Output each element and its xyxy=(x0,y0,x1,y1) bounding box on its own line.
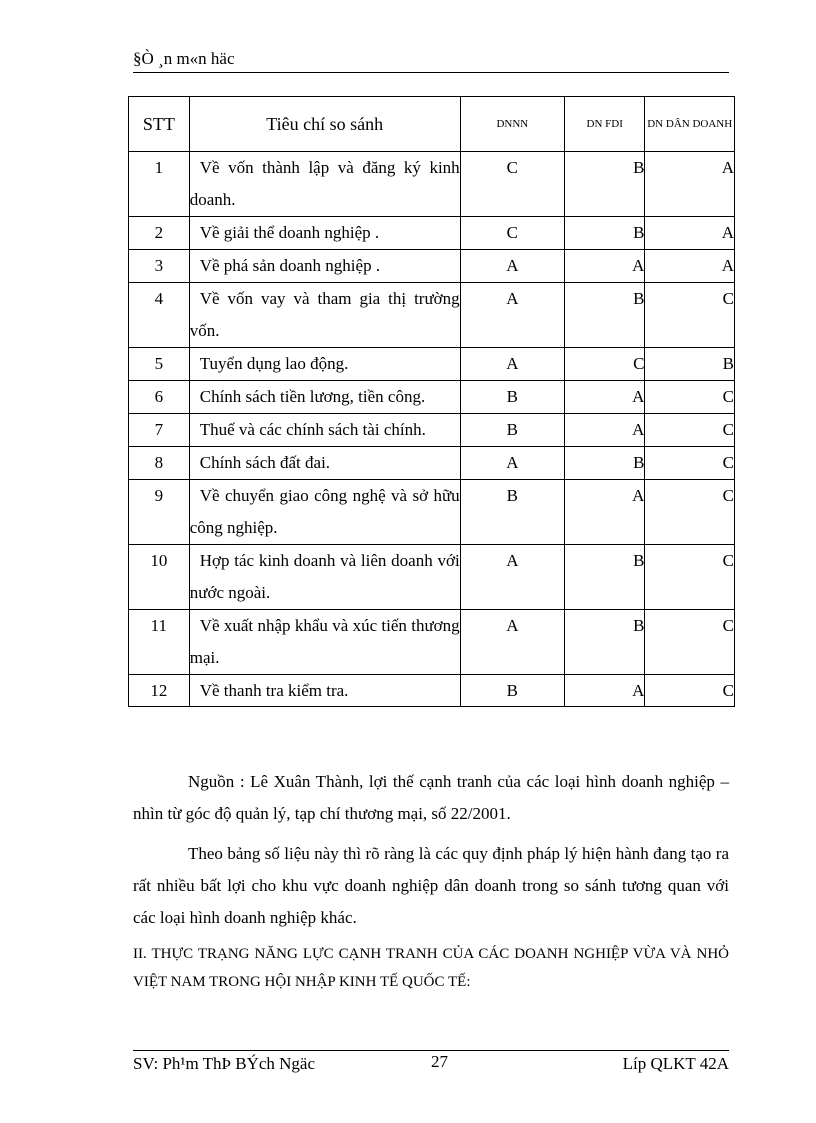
row-grade-dan-doanh: A xyxy=(645,217,735,250)
row-criterion xyxy=(189,414,460,447)
row-criterion xyxy=(189,610,460,675)
table-row xyxy=(129,480,735,545)
page-header xyxy=(133,48,729,73)
row-number: 1 xyxy=(129,152,190,217)
row-grade-dnnn: A xyxy=(460,610,564,675)
row-grade-dan-doanh: A xyxy=(645,250,735,283)
row-criterion xyxy=(189,152,460,217)
row-grade-dan-doanh: C xyxy=(645,414,735,447)
table-body xyxy=(129,152,735,707)
column-header-dnnn: DNNN xyxy=(460,97,564,152)
criterion-text: Về vốn vay và tham gia thị trường vốn. xyxy=(189,289,460,340)
criterion-text: Về xuất nhập khẩu và xúc tiến thương mại. xyxy=(189,616,460,667)
page-number: 27 xyxy=(431,1052,448,1071)
criterion-text: Tuyển dụng lao động. xyxy=(199,354,349,373)
row-grade-fdi: C xyxy=(565,348,645,381)
criterion-text: Về vốn thành lập và đăng ký kinh doanh. xyxy=(189,158,460,209)
comparison-table xyxy=(128,96,735,707)
criterion-text: Hợp tác kinh doanh và liên doanh với nước ngoài. xyxy=(189,551,460,602)
row-grade-dan-doanh: C xyxy=(645,480,735,545)
row-grade-dan-doanh: A xyxy=(645,152,735,217)
row-grade-fdi: B xyxy=(565,610,645,675)
column-header-fdi: DN FDI xyxy=(565,97,645,152)
row-grade-dnnn: B xyxy=(460,381,564,414)
row-grade-fdi: B xyxy=(565,217,645,250)
footer-class: Líp QLKT 42A xyxy=(622,1054,729,1073)
row-number: 6 xyxy=(129,381,190,414)
criterion-text: Về thanh tra kiểm tra. xyxy=(199,681,349,700)
criterion-text: Chính sách đất đai. xyxy=(199,453,331,472)
row-grade-dnnn: C xyxy=(460,217,564,250)
source-citation: Nguồn : Lê Xuân Thành, lợi thế cạnh tranh của các loại hình doanh nghiệp –nhìn từ góc độ quản lý, tạp chí thương mại, số 22/2001. xyxy=(133,772,729,823)
row-grade-dan-doanh: C xyxy=(645,610,735,675)
table-row xyxy=(129,545,735,610)
table-row xyxy=(129,675,735,707)
row-grade-fdi: A xyxy=(565,381,645,414)
column-header-dan-doanh: DN DÂN DOANH xyxy=(645,97,735,152)
row-grade-fdi: A xyxy=(565,414,645,447)
row-grade-dan-doanh: C xyxy=(645,283,735,348)
criterion-text: Thuế và các chính sách tài chính. xyxy=(199,420,426,439)
table-row xyxy=(129,447,735,480)
row-grade-dnnn: A xyxy=(460,283,564,348)
row-number: 8 xyxy=(129,447,190,480)
row-grade-fdi: B xyxy=(565,545,645,610)
row-number: 11 xyxy=(129,610,190,675)
criterion-text: Chính sách tiền lương, tiền công. xyxy=(199,387,426,406)
table-row xyxy=(129,217,735,250)
row-number: 2 xyxy=(129,217,190,250)
row-criterion xyxy=(189,250,460,283)
table-row xyxy=(129,381,735,414)
row-number: 9 xyxy=(129,480,190,545)
row-grade-dnnn: A xyxy=(460,250,564,283)
row-grade-fdi: B xyxy=(565,283,645,348)
row-number: 10 xyxy=(129,545,190,610)
row-criterion xyxy=(189,480,460,545)
criterion-text: Về phá sản doanh nghiệp . xyxy=(199,256,381,275)
row-criterion xyxy=(189,545,460,610)
row-criterion xyxy=(189,283,460,348)
row-number: 3 xyxy=(129,250,190,283)
table-row xyxy=(129,283,735,348)
row-grade-fdi: B xyxy=(565,152,645,217)
table-row xyxy=(129,414,735,447)
row-grade-dan-doanh: B xyxy=(645,348,735,381)
row-grade-dan-doanh: C xyxy=(645,675,735,707)
row-grade-dnnn: B xyxy=(460,675,564,707)
row-number: 4 xyxy=(129,283,190,348)
row-grade-dnnn: A xyxy=(460,545,564,610)
row-number: 7 xyxy=(129,414,190,447)
footer-student: SV: Ph¹m ThÞ BÝch Ngäc xyxy=(133,1054,316,1073)
row-grade-dan-doanh: C xyxy=(645,545,735,610)
row-grade-fdi: A xyxy=(565,250,645,283)
row-grade-dan-doanh: C xyxy=(645,447,735,480)
criterion-text: Về chuyển giao công nghệ và sở hữu công nghiệp. xyxy=(189,486,460,537)
row-grade-dan-doanh: C xyxy=(645,381,735,414)
column-header-criterion: Tiêu chí so sánh xyxy=(189,97,460,152)
row-grade-dnnn: A xyxy=(460,348,564,381)
row-grade-dnnn: C xyxy=(460,152,564,217)
row-criterion xyxy=(189,217,460,250)
row-grade-dnnn: B xyxy=(460,480,564,545)
row-grade-dnnn: A xyxy=(460,447,564,480)
column-header-stt: STT xyxy=(129,97,190,152)
row-number: 12 xyxy=(129,675,190,707)
body-paragraph: Theo bảng số liệu này thì rõ ràng là các quy định pháp lý hiện hành đang tạo ra rất nhiều bất lợi cho khu vực doanh nghiệp dân doanh trong so sánh tương quan với các loại hình doanh nghiệp khác. xyxy=(133,844,729,927)
row-grade-fdi: A xyxy=(565,675,645,707)
row-criterion xyxy=(189,348,460,381)
row-grade-fdi: A xyxy=(565,480,645,545)
criterion-text: Về giải thể doanh nghiệp . xyxy=(199,223,380,242)
row-grade-dnnn: B xyxy=(460,414,564,447)
table-row xyxy=(129,610,735,675)
row-criterion xyxy=(189,381,460,414)
section-heading: II. THỰC TRẠNG NĂNG LỰC CẠNH TRANH CỦA CÁC DOANH NGHIỆP VỪA VÀ NHỎ VIỆT NAM TRONG HỘI NHẬP KINH TẾ QUỐC TẾ: xyxy=(133,946,729,990)
table-row xyxy=(129,348,735,381)
table-header-row xyxy=(129,97,735,152)
table-row xyxy=(129,152,735,217)
row-criterion xyxy=(189,675,460,707)
row-number: 5 xyxy=(129,348,190,381)
table-row xyxy=(129,250,735,283)
row-criterion xyxy=(189,447,460,480)
row-grade-fdi: B xyxy=(565,447,645,480)
header-title: §Ò ¸n m«n häc xyxy=(133,49,235,68)
page-footer xyxy=(133,1050,729,1077)
